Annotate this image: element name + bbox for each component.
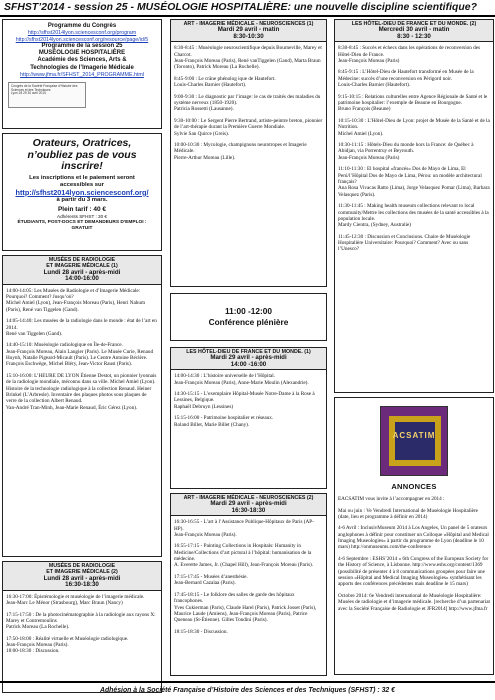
session-title-b: ET IMAGERIE MÉDICALE (1) (46, 263, 118, 270)
program-link-2[interactable]: http://sfhst2014lyon.sciencesconf.org/resource/page/id/5 (15, 36, 149, 43)
talk-title: 15:15-16:00 - Patrimoine hospitalier et réseaux. (174, 415, 274, 422)
session-title: ART - IMAGERIE MÉDICALE - NEUROSCIENCES (2) (183, 495, 314, 501)
talk-title: 10:00-10:30 : Mycologie, champignons neurotropes et Imagerie Médicale. (174, 142, 307, 155)
announcement-item: Octobre 2014: 6e Vendredi international de Muséologie Hospitalière: Musées de radiologie et d’imagerie médicale. [recherche d’un partenariat avec la Société Française de Radiologie et JFR2014] http://www.jfma.fr (338, 592, 490, 612)
talk-title: 18:00-18:30 : Discussion. (6, 648, 60, 655)
talk-authors: Jean-François Moreau, Alain Laugier (Paris). Le Musée Curie, Renaud Huynh, Natalie Pigeard-Micault (Paris). Le Centre Antoine Béclère. François Eschwège, Michel Bléry, Jean-Victor Raust (Paris). (6, 348, 154, 368)
orators-line-1: Orateurs, Oratrices, (32, 137, 132, 149)
talk-title: 17:15-17:50 : De la photocinématographie à la radiologie aux rayons X: Marey et Contremoulins (6, 611, 156, 624)
session-time: 14:00 -16:00 (230, 360, 267, 368)
session-art-1 (170, 19, 327, 287)
session-title-1: Programme de la session 25 (41, 43, 123, 50)
talk-title: 17:50-18:00 : Réalité virtuelle et Muséologie radiologique. (6, 635, 129, 642)
talk-authors: Bruno François (Beaune) (338, 106, 391, 113)
session-title-a: MUSÉES DE RADIOLOGIE (48, 563, 116, 569)
talk-title: 17:45-18:15 - Le folklore des salles de garde des hôpitaux francophones. (174, 591, 295, 605)
talk-title: 9:15-10:15 : Relations culturelles entre Agence Régionale de Santé et le patrimoine hospitalier: l’exemple de Beaune en Bourgogne. (338, 93, 488, 106)
session-hoteldieu-2 (334, 19, 494, 393)
column-left (2, 19, 162, 693)
session-header (3, 256, 161, 285)
thumb-date: Lyon 28 29 30 avril 2014 (11, 91, 46, 96)
talk-title: 8:45-9:15 : L’Hôtel-Dieu de Hautefort transformé en Musée de la Médecine: succès d’une reconversion en Périgord noir. (338, 69, 474, 82)
session-header (171, 20, 326, 42)
registration-line-2: accessibles sur (60, 181, 104, 188)
talk-authors: Patrick Moreau (La Rochelle). (6, 624, 70, 631)
acsatim-logo (380, 406, 448, 476)
full-price: Plein tarif : 40 € (57, 206, 107, 214)
talk-authors: René van Tiggelen (Gand). (6, 330, 63, 337)
announcements-title: ANNONCES (391, 482, 437, 491)
session-day: Mardi 29 avril - après-midi (210, 500, 287, 508)
session-title: LES HÔTEL-DIEU DE FRANCE ET DU MONDE. (1) (186, 349, 311, 355)
talk-authors: Patricia Rossetti (Lausanne). (174, 106, 234, 113)
announcement-item: EACSATIM vous invite à l’accompagner en 2014 : (338, 496, 445, 502)
talk-title: 11:10-11:30 : El hospital «francés» Dos de Mayo de Lima, El Perú/l’Hôpital Dos de Mayo de Lima, Pérou: un modèle architectural français? (338, 166, 482, 185)
talk-title: 14:40-15:10: Muséologie radiologique en Île-de-France. (6, 342, 123, 349)
talk-title: 8:30-8:45 : Muséologie neuroscientifique depuis Bourneville, Marey et Charcot. (174, 45, 322, 58)
talk-title: 10:15-10:30 : L’Hôtel-Dieu de Lyon: projet de Musée de la Santé et de la Nutrition. (338, 117, 490, 131)
talk-authors: Mardy Cientra, (Sydney, Australie) (338, 222, 411, 229)
session-header (3, 562, 161, 591)
orators-line-2: n’oubliez pas de vous (27, 148, 137, 161)
talk-title: 17:15-17:45 - Musées d’anesthésie. (174, 574, 248, 580)
talk-title: 8:30-8:45 : Succès et échecs dans les opérations de reconversion des Hôtel-Dieu de France. (338, 45, 481, 58)
announcements-box (334, 397, 494, 675)
session-time: 8:30 - 12:30 (397, 32, 431, 40)
session-radiology-2 (2, 561, 162, 693)
talk-authors: Michel Amiel (Lyon). (338, 130, 384, 137)
talk-authors: Van-André Tran-Minh, Jean-Marie Renaud, Éric Gérez (Lyon). (6, 404, 138, 411)
talk-title: 9:30-10:00 : Le Sergent Pierre Bertrand, artiste-peintre breton, pionnier de l’art-thérapie durant la Première Guerre Mondiale. (174, 117, 323, 131)
program-title: Programme du Congrès (47, 23, 117, 29)
talk-list (3, 591, 161, 655)
talk-authors: Jean-François Moreau (Paris). (174, 531, 237, 538)
talk-authors: Jean-Bernard Cazalaa (Paris). (174, 580, 236, 587)
session-title-b: ET IMAGERIE MÉDICALE (2) (46, 569, 118, 576)
session-day: Lundi 28 avril - après-midi (43, 268, 121, 276)
talk-authors: Jean-François Moreau (Paris), René vanTiggelen (Gand), Marta Braun (Toronto), Patrick Moreau (La Rochelle). (174, 57, 321, 71)
session-day: Mercredi 30 avril - matin (378, 26, 450, 34)
session-header (335, 20, 493, 42)
talk-title: 11:30-11:45 : Making health museum collections relevant to local community/Mettre les collections des musées de la santé accessibles à la population locale. (338, 203, 489, 222)
registration-line-3: à partir du 3 mars. (56, 197, 108, 204)
talk-authors: Jean-François Moreau (Paris) (338, 154, 400, 161)
talk-authors: Pierre-Arthur Moreau (Lille). (174, 154, 236, 161)
registration-line-1: Les inscriptions et le paiement seront (29, 174, 135, 181)
announcement-item: Mai ou juin : Ve Vendredi International de Muséologie Hospitalière (date, lieu et programme à définir en 2014) (338, 507, 478, 520)
talk-authors: Jean-Marc Le Ménor (Strasbourg), Marc Braun (Nancy) (6, 599, 123, 606)
talk-title: 9:00-9:30 : Le diagnostic par l’image: le cas de traités des maladies du système nerveux (1850-1920). (174, 93, 321, 106)
talk-title: 18:15-18:30 - Discussion. (174, 628, 228, 635)
session-time: 14:00-16:00 (65, 275, 99, 283)
session-time: 16:30-18:30 (65, 581, 99, 589)
talk-title: 16:30-17:00: Épistémologie et muséologie de l’imagerie médicale. (6, 593, 145, 600)
talk-authors: Jean-François Moreau (Paris), Anne-Marie Moulin (Alexandrie). (174, 379, 309, 386)
talk-authors: Michel Amiel (Lyon), Jean-François Moreau (Paris), Henri Nahum (Paris), René van Tiggelen (Gand). (6, 300, 146, 313)
plenary-conference (170, 293, 327, 341)
talk-title: 16:55-17:15 - Painting Collections in Hospitals: Humanity in Medicine/Collections d’art pictural à l’hôpital: humanisation de la médecine. (174, 543, 312, 563)
session-day: Lundi 28 avril - après-midi (43, 574, 121, 582)
talk-list (335, 42, 493, 253)
orators-line-3: inscrire! (61, 160, 103, 172)
session-title-2: MUSÉOLOGIE HOSPITALIÈRE (38, 50, 126, 57)
talk-authors: Louis-Charles Barnier (Hautefort). (338, 82, 411, 89)
orators-box (2, 133, 162, 251)
session-time: 16:30-18:30 (231, 506, 266, 514)
session-day: Mardi 29 avril - matin (217, 26, 280, 34)
talk-authors: Ana Rosa Vivacas Ratto (Lima), Jorge Velasquez Pomar (Lima), Barbara Velasquez (Paris). (338, 185, 490, 198)
academy-line-2: Technologies de l’Imagerie Médicale (30, 64, 134, 71)
column-middle (170, 19, 327, 287)
talk-title: 14:00-14:30 : L’histoire universelle de l’Hôpital. (174, 373, 275, 380)
session-time: 8:30-10:30 (233, 32, 264, 40)
talk-authors: Roland Billet, Marie Billet (Chany). (174, 421, 250, 428)
program-link-1[interactable]: http://sfhst2014lyon.sciencesconf.org/program (27, 30, 137, 37)
member-price: Adhérents SFHST : 30 € (57, 213, 107, 219)
talk-authors: Raphaël Debruyn (Lessines) (174, 403, 234, 410)
talk-title: 8:45-9:00 : Le crâne phénolog ique de Hautefort. (174, 75, 276, 82)
session-hoteldieu-1 (170, 347, 327, 489)
talk-title: 10:30-11:15 : Hôtels-Dieu du monde hors la France: de Québec à Abidjan, via Porrentruy et Beyrouth. (338, 142, 474, 155)
talk-title: 14:30-15:15 - L’exemplaire Hôpital-Musée Notre-Dame à la Rose à Lessines, Belgique. (174, 391, 315, 404)
plenary-time: 11:00 -12:00 (224, 306, 273, 316)
talk-list (171, 42, 326, 161)
talk-list (171, 370, 326, 428)
academy-line-1: Académie des Sciences, Arts & (37, 57, 127, 64)
session-day: Mardi 29 avril - après-midi (210, 354, 287, 362)
session-header (171, 494, 326, 516)
logo-text: ACSATIM (392, 431, 436, 440)
talk-title: 16:30-16:55 - L’art à l’Assistance Publique-Hôpitaux de Paris (AP-HP). (174, 519, 314, 532)
session-title: LES HÔTEL-DIEU DE FRANCE ET DU MONDE. (2) (351, 21, 477, 27)
program-link-3[interactable]: http://www.jfma.fr/SFHST_2014_PROGRAMME.html (20, 71, 144, 78)
thumb-text: Congrès de la Société Française d’Histoire des Sciences et des Techniques (11, 84, 78, 92)
talk-title: 14:00-14:05: Les Musées de Radiologie et d’Imagerie Médicale: Pourquoi? Comment? Jusqu’où? (6, 287, 141, 300)
congress-thumbnail (8, 82, 86, 108)
talk-authors: Yves Cukierman (Paris), Claude Harel (Paris), Patrick Josset (Paris), Maurice Laude (Amiens), Jean-François Moreau (Paris), Patrice Queneau (St-Étienne). Gilles Tondini (Paris). (174, 604, 317, 624)
announcement-item: 4-6 Septembre : ESHS’2014 « 6th Congress of the European Society for the History of Science, à Lisbonne. http://www.eshs.org/content/1369 (possibilité de présenter 4 à 8 communications groupées pour faire une session «Hôpital and Medical Imaging Museologies» synthétisant les apports des conférences précédentes mais deadline le 15 mars) (338, 555, 489, 588)
talk-list (171, 516, 326, 635)
talk-list (3, 285, 161, 411)
session-title-a: MUSÉES DE RADIOLOGIE (48, 257, 116, 263)
column-right (334, 19, 494, 675)
talk-authors: Jean-François Moreau (Paris) (338, 57, 400, 64)
talk-authors: Louis-Charles Barnier (Hautefort). (174, 82, 247, 89)
talk-title: 14:05-14:40: Les musées de la radiologie dans le monde : état de l’art en 2014. (6, 318, 157, 331)
talk-title: 15:10-16:00: L’HEURE DE LYON Étienne Destot, un pionnier lyonnais de la radiologie mondiale, méconnu dans sa ville. Michel Amiel (Lyon). Histoire de la technologie radiologique à la collection Renaud. Heiner Brinkel (L’Arbresle). Inventaire des plaques photos sous plaques de verre de la collection Albert Renaud. (6, 372, 157, 405)
announcement-list (335, 496, 493, 612)
talk-title: 11:45-12:30 : Discussion et Conclusions. Chaire de Muséologie Hospitalière Universitaire: Pourquoi? Comment? Avec ou sans l’Unesco? (338, 233, 471, 253)
session-radiology-1 (2, 255, 162, 557)
students-price: ÉTUDIANTS, POST-DOCS ET DEMANDEURS D’EMPLOI : GRATUIT (17, 219, 147, 231)
talk-authors: Sylvie San Quirce (Greis). (174, 130, 230, 137)
page-header: SFHST’2014 - session 25 - MUSÉOLOGIE HOSPITALIÈRE: une nouvelle discipline scientifique? (0, 0, 495, 17)
program-box (2, 19, 162, 129)
plenary-title: Conférence plénière (208, 317, 289, 327)
registration-link[interactable]: http://sfhst2014lyon.sciencesconf.org/ (15, 187, 149, 197)
session-art-2 (170, 493, 327, 676)
session-header (171, 348, 326, 370)
talk-authors: Jean-François Moreau (Paris). (6, 642, 69, 649)
page-footer: Adhésion à la Société Française d’Histoire des Sciences et des Techniques (SFHST) : 32 € (0, 681, 495, 700)
session-title: ART - IMAGERIE MÉDICALE - NEUROSCIENCES (1) (183, 21, 314, 27)
column-middle-lower (170, 347, 327, 676)
talk-authors: A. Everette James, Jr. (Chapel Hill), Jean-François Moreau (Paris). (174, 562, 314, 569)
announcement-item: 4-6 Avril : InclusivMuseum 2014 à Los Angeles, Un panel de 5 orateurs anglophones à définir pour constituer un Colloque «Hôpital and Medical Imaging Museologies» à partir du programme de Lyon (deadline le 10 mars) http://onmuseums.com/the-conference (338, 525, 489, 551)
